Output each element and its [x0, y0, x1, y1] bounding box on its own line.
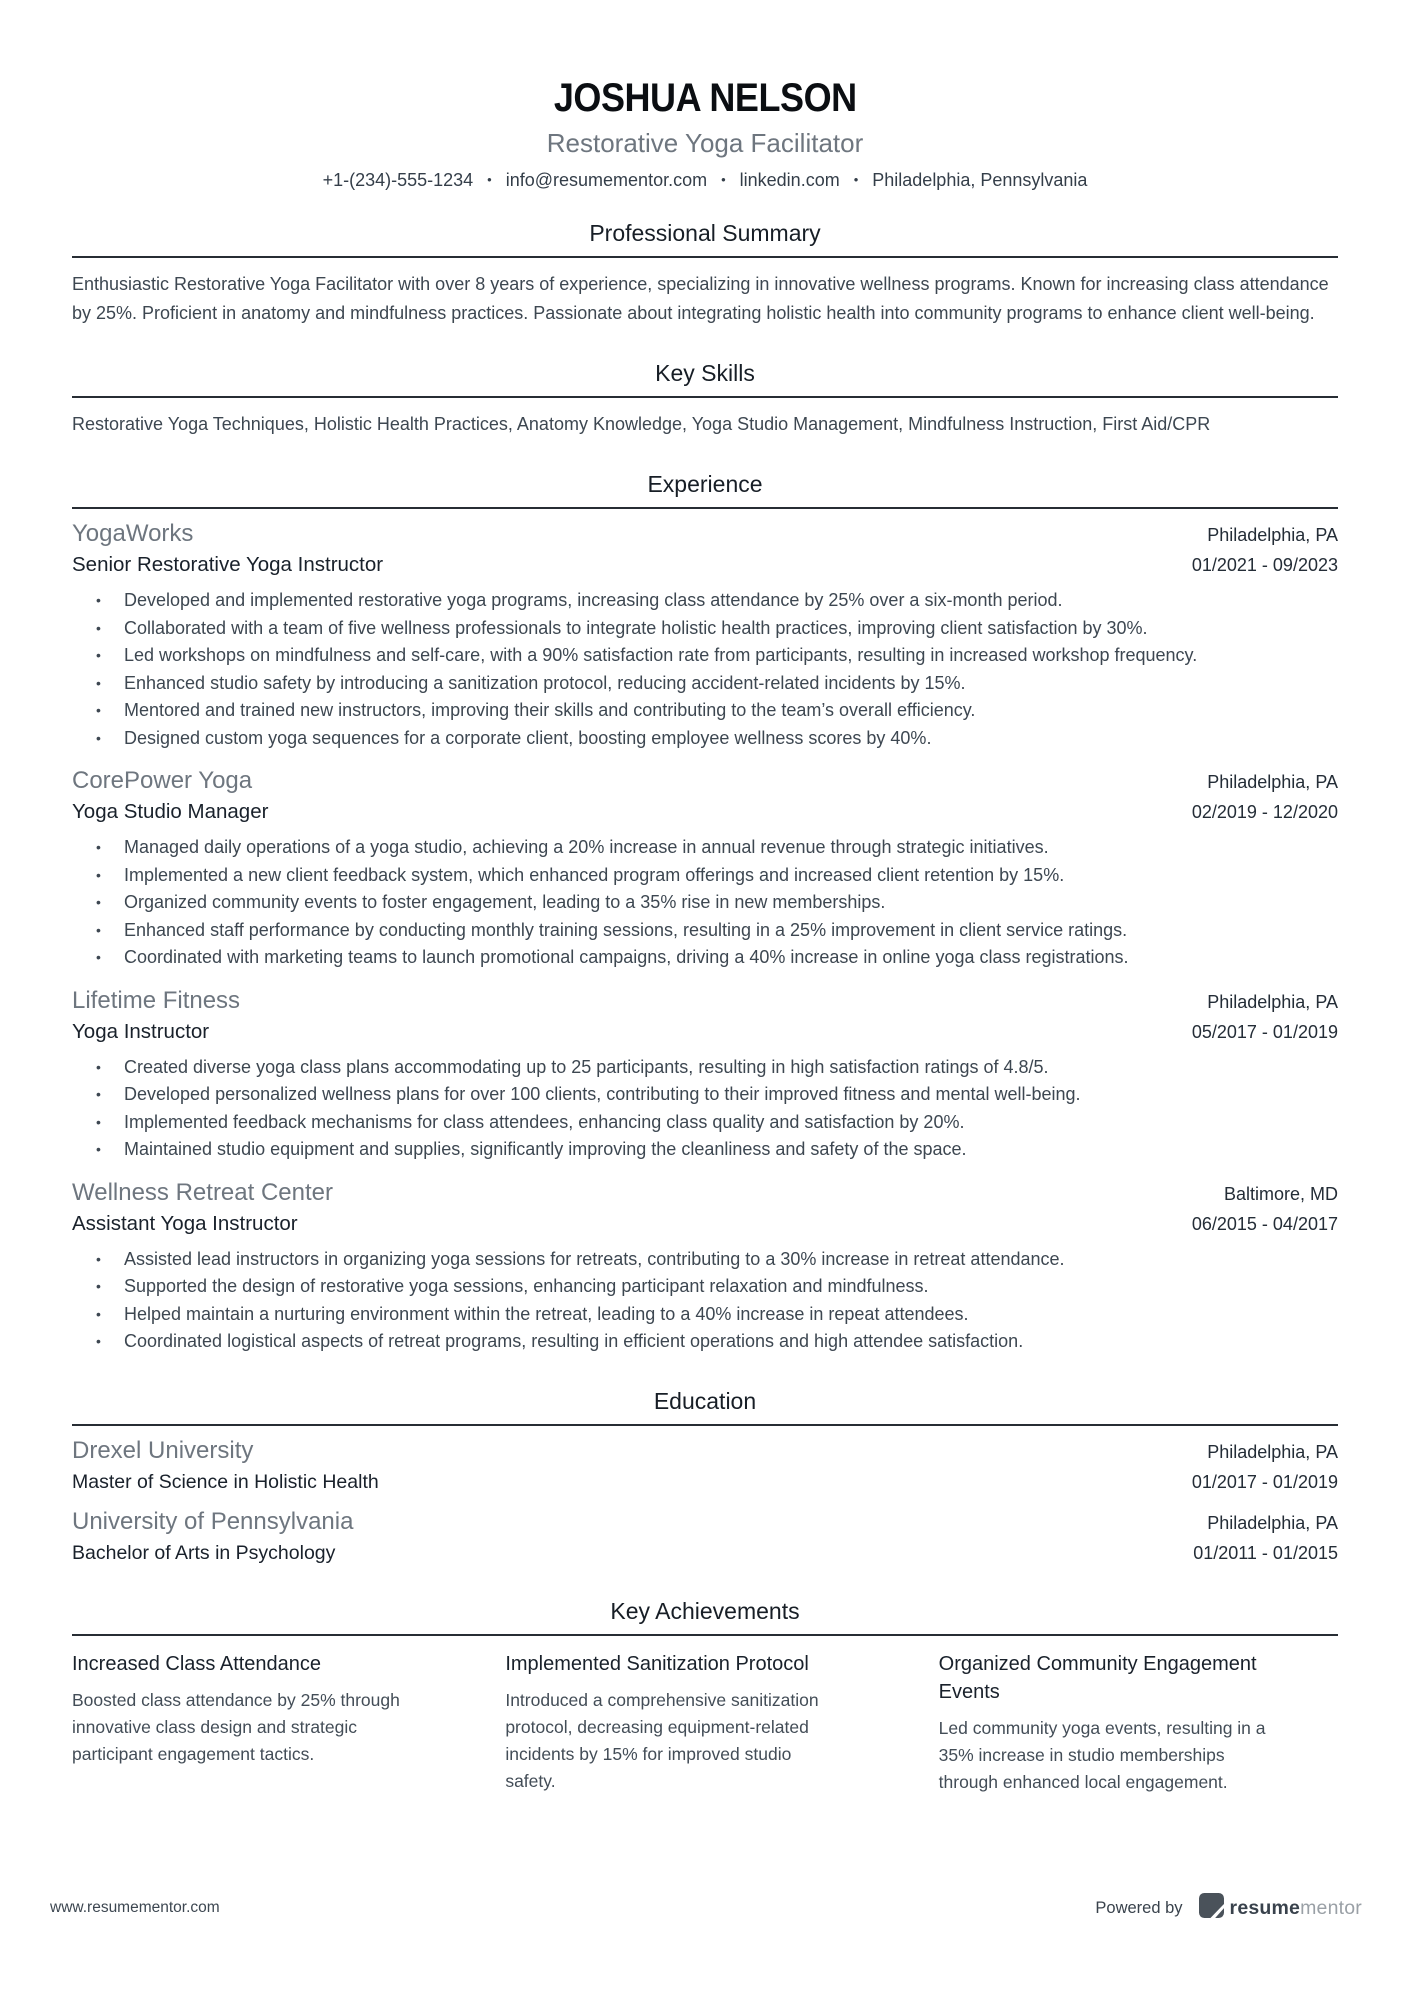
- bullet-icon: •: [96, 702, 101, 718]
- section-divider: [72, 256, 1338, 258]
- bullet-text: Implemented a new client feedback system, which enhanced program offerings and increased client retention by 15%.: [124, 864, 1065, 885]
- bullet-icon: •: [96, 921, 101, 938]
- bullet-text: Implemented feedback mechanisms for class attendees, enhancing class quality and satisfaction by 20%.: [124, 1111, 965, 1132]
- resumementor-wordmark: [1230, 1897, 1362, 1920]
- job-location: Philadelphia, PA: [1207, 991, 1338, 1012]
- separator-dot-icon: •: [487, 172, 492, 187]
- website-url: www.resumementor.com: [50, 1899, 220, 1916]
- experience-entry: [72, 768, 1338, 972]
- bullet-text: Created diverse yoga class plans accommodating up to 25 participants, resulting in high satisfaction ratings of 4.8/5.: [124, 1056, 1049, 1077]
- bullet-item: [72, 862, 1338, 890]
- bullet-icon: •: [96, 1305, 101, 1322]
- school-location: Philadelphia, PA: [1207, 1512, 1338, 1533]
- school-dates: 01/2011 - 01/2015: [1193, 1542, 1338, 1563]
- candidate-name: JOSHUA NELSON: [553, 76, 857, 120]
- institution-name: Drexel University: [72, 1436, 254, 1464]
- achievement-text: Boosted class attendance by 25% through innovative class design and strategic participant engagement tactics.: [72, 1689, 400, 1764]
- page-footer: [50, 1893, 1362, 1923]
- contact-line: [72, 168, 1338, 192]
- bullet-item: [72, 889, 1338, 917]
- bullet-icon: •: [96, 1278, 101, 1294]
- bullet-text: Collaborated with a team of five wellness professionals to integrate holistic health practices, improving client satisfaction by 30%.: [124, 617, 1148, 638]
- job-dates: 05/2017 - 01/2019: [1191, 1021, 1338, 1042]
- bullet-icon: •: [96, 674, 101, 691]
- bullet-item: [72, 1273, 1338, 1301]
- job-title: Assistant Yoga Instructor: [72, 1211, 298, 1235]
- degree-name: Bachelor of Arts in Psychology: [72, 1541, 336, 1564]
- bullet-icon: •: [96, 1250, 101, 1267]
- section-divider: [72, 1424, 1338, 1426]
- job-bullet-list: [72, 587, 1338, 752]
- job-title: Yoga Studio Manager: [72, 800, 269, 823]
- job-location: Philadelphia, PA: [1207, 772, 1338, 792]
- achievement-title: Organized Community Engagement Events: [938, 1652, 1257, 1703]
- section-heading-skills: Key Skills: [655, 360, 755, 386]
- company-name: Lifetime Fitness: [72, 986, 241, 1014]
- institution-name: University of Pennsylvania: [72, 1507, 354, 1535]
- experience-entry: [72, 1180, 1338, 1356]
- bullet-item: [72, 725, 1338, 753]
- job-dates: 06/2015 - 04/2017: [1191, 1213, 1338, 1234]
- bullet-item: [72, 944, 1338, 972]
- bullet-icon: •: [96, 1141, 101, 1157]
- bullet-item: [72, 615, 1338, 643]
- job-bullet-list: [72, 1054, 1338, 1164]
- bullet-text: Assisted lead instructors in organizing yoga sessions for retreats, contributing to a 30% increase in retreat attendance.: [124, 1248, 1065, 1269]
- bullet-item: [72, 1301, 1338, 1329]
- school-location: Philadelphia, PA: [1207, 1441, 1338, 1462]
- bullet-text: Designed custom yoga sequences for a corporate client, boosting employee wellness scores by 40%.: [124, 727, 932, 748]
- bullet-text: Enhanced staff performance by conducting monthly training sessions, resulting in a 25% improvement in client service ratings.: [124, 919, 1128, 940]
- bullet-text: Maintained studio equipment and supplies, significantly improving the cleanliness and safety of the space.: [124, 1139, 967, 1159]
- section-heading-summary: Professional Summary: [589, 220, 821, 246]
- bullet-icon: •: [96, 592, 101, 608]
- bullet-item: [72, 697, 1338, 725]
- bullet-text: Coordinated with marketing teams to launch promotional campaigns, driving a 40% increase in online yoga class registrations.: [124, 947, 1129, 967]
- candidate-title: Restorative Yoga Facilitator: [546, 128, 864, 158]
- resumementor-logo-icon: [1199, 1893, 1224, 1923]
- bullet-item: [72, 1109, 1338, 1137]
- achievement-item: [505, 1650, 904, 1795]
- bullet-item: [72, 587, 1338, 615]
- separator-dot-icon: •: [721, 172, 726, 187]
- bullet-item: [72, 1246, 1338, 1274]
- degree-name: Master of Science in Holistic Health: [72, 1470, 379, 1493]
- bullet-text: Enhanced studio safety by introducing a sanitization protocol, reducing accident-related incidents by 15%.: [124, 672, 966, 693]
- bullet-icon: •: [96, 647, 101, 663]
- skills-text: Restorative Yoga Techniques, Holistic Health Practices, Anatomy Knowledge, Yoga Studio Management, Mindfulness Instruction, First Aid/CPR: [72, 414, 1211, 434]
- bullet-text: Developed and implemented restorative yoga programs, increasing class attendance by 25% over a six-month period.: [124, 590, 1063, 610]
- powered-by-label: Powered by: [1095, 1898, 1183, 1917]
- section-divider: [72, 1634, 1338, 1636]
- bullet-icon: •: [96, 619, 101, 636]
- bullet-icon: •: [96, 1113, 101, 1130]
- wordmark-bold: resume: [1229, 1896, 1301, 1919]
- job-dates: 01/2021 - 09/2023: [1191, 555, 1338, 575]
- achievement-title: Increased Class Attendance: [72, 1652, 322, 1675]
- section-heading-experience: Experience: [647, 471, 763, 497]
- bullet-item: [72, 1136, 1338, 1164]
- achievement-item: [72, 1650, 471, 1768]
- bullet-text: Developed personalized wellness plans for over 100 clients, contributing to their improved fitness and mental well-being.: [124, 1084, 1081, 1104]
- bullet-text: Coordinated logistical aspects of retreat programs, resulting in efficient operations and high attendee satisfaction.: [124, 1331, 1024, 1351]
- bullet-item: [72, 1328, 1338, 1356]
- achievement-item: [939, 1650, 1338, 1796]
- job-dates: 02/2019 - 12/2020: [1191, 802, 1338, 822]
- section-heading-education: Education: [653, 1387, 757, 1414]
- job-bullet-list: [72, 834, 1338, 972]
- experience-entry: [72, 988, 1338, 1164]
- bullet-item: [72, 917, 1338, 945]
- wordmark-light: mentor: [1300, 1896, 1362, 1919]
- bullet-item: [72, 834, 1338, 862]
- experience-entry: [72, 521, 1338, 752]
- job-title: Senior Restorative Yoga Instructor: [72, 553, 384, 576]
- bullet-icon: •: [96, 949, 101, 965]
- job-bullet-list: [72, 1246, 1338, 1356]
- summary-text: Enthusiastic Restorative Yoga Facilitator with over 8 years of experience, specializing in innovative wellness programs. Known for increasing class attendance by 25%. Proficient in anatomy and mindfulness practices. Passionate about integrating holistic health into community programs to enhance client well-being.: [72, 274, 1329, 323]
- bullet-icon: •: [96, 1086, 101, 1102]
- achievement-title: Implemented Sanitization Protocol: [505, 1652, 809, 1675]
- company-name: CorePower Yoga: [72, 767, 253, 794]
- phone-number: +1-(234)-555-1234: [322, 170, 474, 190]
- bullet-icon: •: [96, 729, 101, 746]
- bullet-icon: •: [96, 839, 101, 855]
- bullet-text: Supported the design of restorative yoga sessions, enhancing participant relaxation and mindfulness.: [124, 1276, 929, 1296]
- powered-by-block: [1095, 1893, 1362, 1923]
- bullet-item: [72, 1054, 1338, 1082]
- section-divider: [72, 507, 1338, 509]
- bullet-icon: •: [96, 894, 101, 910]
- education-entry: [72, 1509, 1338, 1566]
- location-text: Philadelphia, Pennsylvania: [872, 170, 1088, 190]
- bullet-icon: •: [96, 1058, 101, 1075]
- bullet-item: [72, 670, 1338, 698]
- section-divider: [72, 396, 1338, 398]
- company-name: YogaWorks: [72, 520, 194, 547]
- company-name: Wellness Retreat Center: [72, 1178, 333, 1206]
- email-address: info@resumementor.com: [505, 170, 708, 190]
- bullet-icon: •: [96, 1333, 101, 1349]
- section-heading-achievements: Key Achievements: [610, 1597, 800, 1624]
- bullet-icon: •: [96, 866, 101, 883]
- achievement-text: Introduced a comprehensive sanitization protocol, decreasing equipment-related incidents by 15% for improved studio safety.: [505, 1689, 819, 1791]
- bullet-text: Mentored and trained new instructors, improving their skills and contributing to the team’s overall efficiency.: [124, 700, 976, 720]
- achievement-text: Led community yoga events, resulting in a 35% increase in studio memberships through enhanced local engagement.: [938, 1717, 1266, 1792]
- job-location: Baltimore, MD: [1223, 1183, 1338, 1204]
- job-location: Philadelphia, PA: [1207, 525, 1338, 545]
- bullet-item: [72, 642, 1338, 670]
- linkedin-link: linkedin.com: [739, 170, 840, 190]
- bullet-text: Led workshops on mindfulness and self-care, with a 90% satisfaction rate from participants, resulting in increased workshop frequency.: [124, 645, 1198, 665]
- bullet-item: [72, 1081, 1338, 1109]
- education-entry: [72, 1438, 1338, 1495]
- achievements-grid: [72, 1650, 1338, 1796]
- school-dates: 01/2017 - 01/2019: [1191, 1471, 1338, 1492]
- bullet-text: Organized community events to foster engagement, leading to a 35% rise in new memberships.: [124, 892, 886, 912]
- bullet-text: Managed daily operations of a yoga studio, achieving a 20% increase in annual revenue through strategic initiatives.: [124, 837, 1049, 857]
- job-title: Yoga Instructor: [72, 1019, 210, 1043]
- separator-dot-icon: •: [853, 172, 859, 187]
- bullet-text: Helped maintain a nurturing environment within the retreat, leading to a 40% increase in repeat attendees.: [124, 1303, 969, 1324]
